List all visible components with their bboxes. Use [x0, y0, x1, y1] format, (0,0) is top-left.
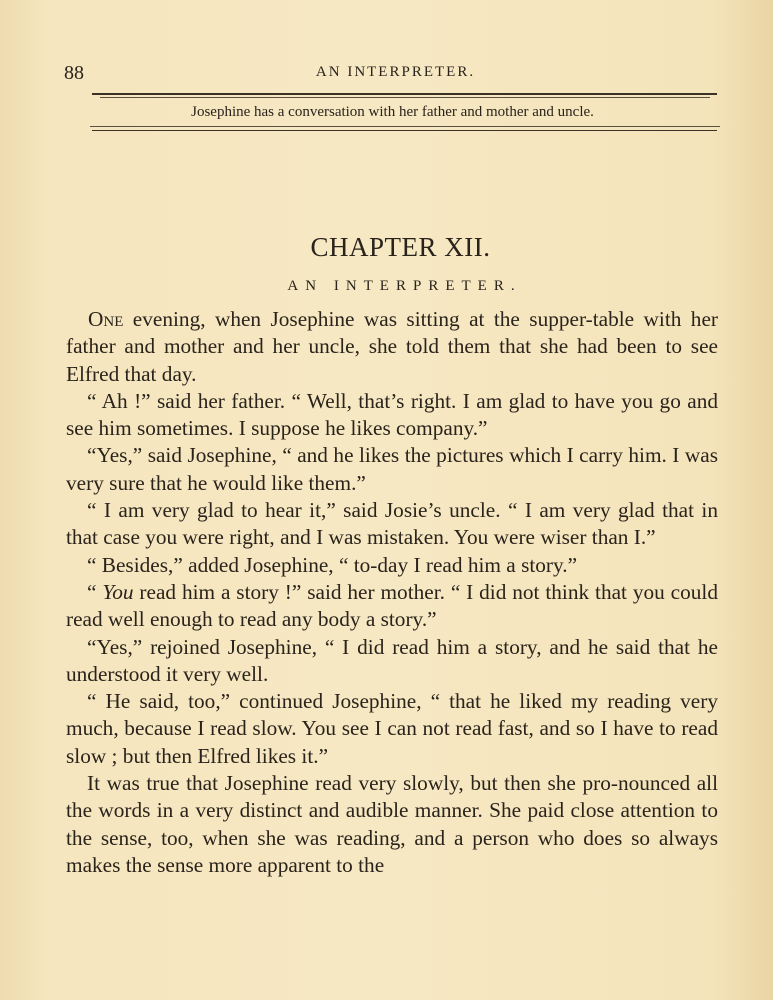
- paragraph: “Yes,” rejoined Josephine, “ I did read him a story, and he said that he understood it very well.: [66, 634, 718, 686]
- paragraph-text: read him a story !” said her mother. “ I did not think that you could read well enough to read any body a story.”: [66, 579, 718, 632]
- page-summary: Josephine has a conversation with her father and mother and uncle.: [191, 104, 594, 120]
- paragraph: [66, 306, 718, 388]
- paragraph: “ Ah !” said her father. “ Well, that’s right. I am glad to have you go and see him sometimes. I suppose he likes company.”: [66, 388, 718, 441]
- header-rule-bottom-thin: [90, 126, 720, 127]
- header-rule-top-thin: [100, 97, 710, 98]
- header-rule-bottom: [92, 130, 717, 131]
- running-head: [0, 64, 773, 81]
- emphasis-text: You: [102, 579, 134, 604]
- body-text: [66, 306, 718, 879]
- paragraph: “ Besides,” added Josephine, “ to-day I read him a story.”: [87, 552, 578, 577]
- paragraph: “ He said, too,” continued Josephine, “ that he liked my reading very much, because I read slow. You see I can not read fast, and so I have to read slow ; but then Elfred likes it.”: [66, 689, 718, 768]
- header-rule-top: [92, 93, 717, 95]
- paragraph: “ I am very glad to hear it,” said Josie’s uncle. “ I am very glad that in that case you were right, and I was mistaken. You were wiser than I.”: [66, 498, 718, 550]
- running-head-text: AN INTERPRETER.: [315, 64, 476, 80]
- page-number: 88: [64, 62, 84, 84]
- paragraph: “Yes,” said Josephine, “ and he likes the pictures which I carry him. I was very sure that he would like them.”: [66, 443, 718, 495]
- chapter-title: AN INTERPRETER.: [287, 278, 522, 294]
- paragraph-text: evening, when Josephine was sitting at the supper-table with her father and mother and her uncle, she told them that she had been to see Elfred that day.: [66, 307, 718, 386]
- paragraph: [66, 579, 718, 634]
- paragraph: It was true that Josephine read very slowly, but then she pro-nounced all the words in a very distinct and audible manner. She paid close attention to the sense, too, when she was reading, and a person who does so always makes the sense more apparent to the: [66, 771, 718, 877]
- quote-open: “: [87, 579, 103, 604]
- drop-lead-word: One: [88, 307, 124, 331]
- chapter-heading: CHAPTER XII.: [310, 232, 491, 262]
